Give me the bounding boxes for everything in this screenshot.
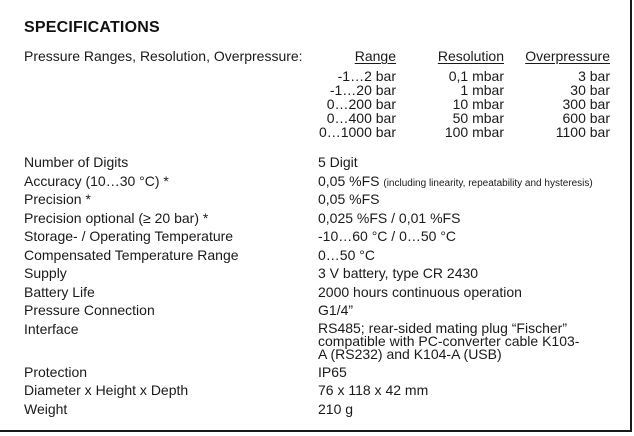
overpressure-cell: 30 bar	[570, 82, 610, 98]
spec-value-accuracy	[318, 174, 593, 191]
spec-value-digits: 5 Digit	[318, 154, 358, 170]
resolution-cell: 10 mbar	[452, 96, 504, 112]
overpressure-cell: 300 bar	[562, 96, 610, 112]
overpressure-cell: 1100 bar	[555, 124, 610, 140]
section-title: SPECIFICATIONS	[24, 19, 160, 36]
spec-label-compensated-range: Compensated Temperature Range	[24, 247, 239, 263]
spec-value-dimensions: 76 x 118 x 42 mm	[318, 382, 429, 398]
overpressure-cell: 600 bar	[562, 110, 610, 126]
spec-label-temperature: Storage- / Operating Temperature	[24, 228, 234, 244]
spec-value-pressure-connection: G1/4”	[318, 302, 354, 318]
range-cell: 0…1000 bar	[318, 124, 396, 140]
header-range: Range	[354, 48, 396, 64]
spec-value-supply: 3 V battery, type CR 2430	[318, 265, 479, 281]
resolution-cell: 50 mbar	[452, 110, 504, 126]
resolution-cell: 100 mbar	[444, 124, 504, 140]
spec-value-interface: RS485; rear-sided mating plug “Fischer” compatible with PC-converter cable K103-A (RS232) and K104-A (USB)	[318, 320, 580, 362]
resolution-cell: 1 mbar	[460, 82, 504, 98]
range-cell: 0…200 bar	[326, 96, 396, 112]
spec-value-temperature: -10…60 °C / 0…50 °C	[318, 228, 457, 244]
spec-value-compensated-range: 0…50 °C	[318, 247, 375, 263]
accuracy-note: (including linearity, repeatability and hysteresis)	[383, 178, 593, 189]
spec-value-protection: IP65	[318, 364, 347, 380]
spec-label-battery-life: Battery Life	[24, 284, 95, 300]
spec-value-precision: 0,05 %FS	[318, 191, 380, 207]
spec-value-precision-optional: 0,025 %FS / 0,01 %FS	[318, 210, 461, 226]
spec-label-accuracy: Accuracy (10…30 °C) *	[24, 173, 169, 189]
pressure-label: Pressure Ranges, Resolution, Overpressure:	[24, 48, 303, 64]
spec-label-digits: Number of Digits	[24, 154, 129, 170]
range-cell: 0…400 bar	[326, 110, 396, 126]
spec-label-supply: Supply	[24, 265, 67, 281]
accuracy-value: 0,05 %FS	[318, 173, 380, 189]
range-cell: -1…20 bar	[329, 82, 396, 98]
spec-label-weight: Weight	[24, 401, 68, 417]
spec-value-battery-life: 2000 hours continuous operation	[318, 284, 522, 300]
spec-label-precision-optional: Precision optional (≥ 20 bar) *	[24, 210, 209, 226]
range-cell: -1…2 bar	[337, 68, 396, 84]
header-overpressure: Overpressure	[525, 48, 610, 64]
spec-label-interface: Interface	[24, 321, 79, 337]
overpressure-cell: 3 bar	[578, 68, 610, 84]
resolution-cell: 0,1 mbar	[448, 68, 504, 84]
spec-label-pressure-connection: Pressure Connection	[24, 302, 155, 318]
spec-label-dimensions: Diameter x Height x Depth	[24, 382, 189, 398]
spec-label-protection: Protection	[24, 364, 88, 380]
header-resolution: Resolution	[437, 48, 504, 64]
spec-value-weight: 210 g	[318, 401, 354, 417]
spec-label-precision: Precision *	[24, 191, 91, 207]
